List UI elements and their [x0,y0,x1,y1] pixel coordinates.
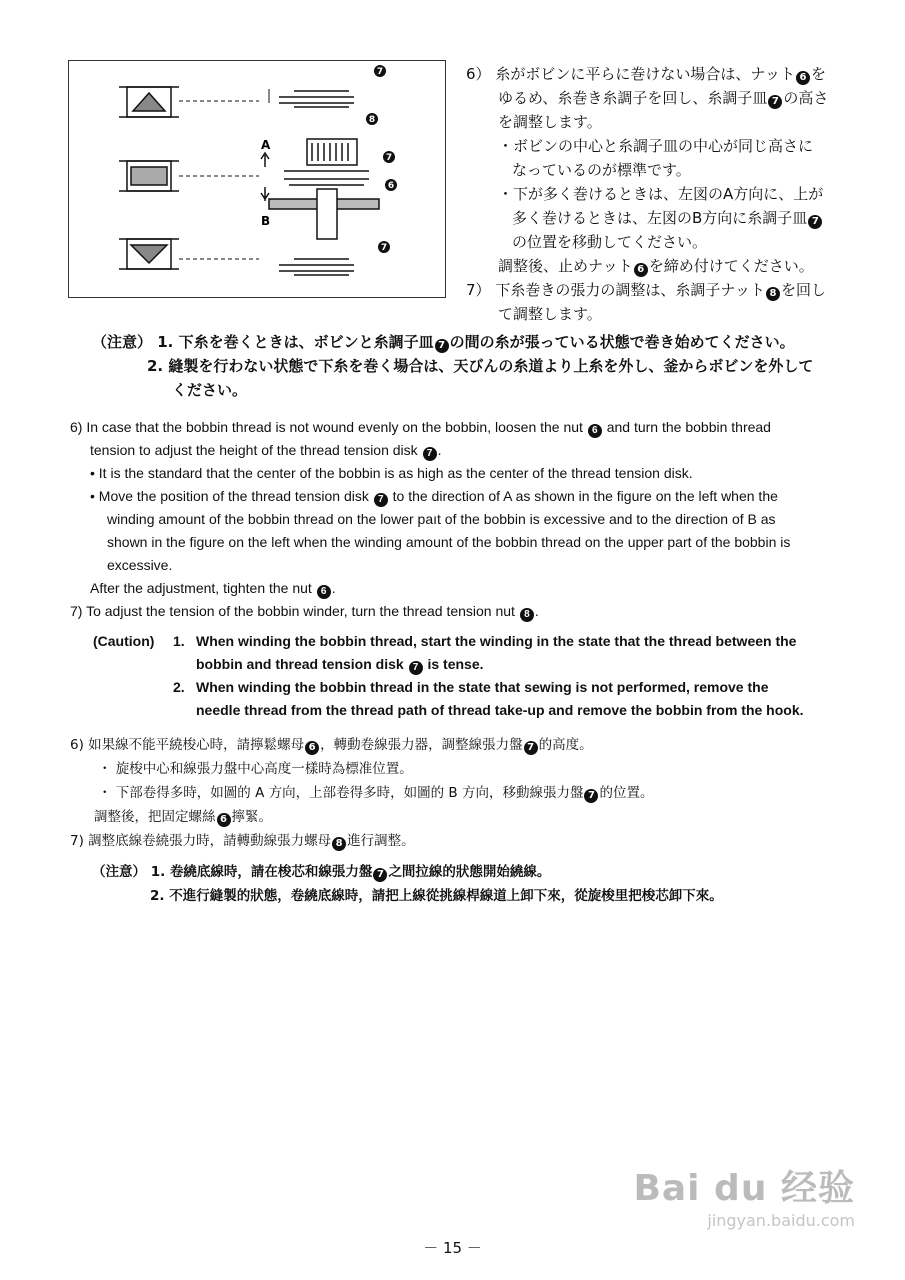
en-caution-1-line1: When winding the bobbin thread, start the winding in the state that the thread between the [196,633,797,649]
baidu-watermark [633,1160,855,1230]
marker-7: 7 [435,339,449,353]
jp-caution-2-line2: ください。 [172,381,248,399]
marker-6: 6 [305,741,319,755]
jp-item7-number: 7） [466,281,491,299]
marker-7: 7 [768,95,782,109]
zh-item6: 如果線不能平繞梭心時，請擰鬆螺母 [88,737,305,753]
marker-6: 6 [634,263,648,277]
label-a: A [261,138,271,152]
en-item7-end: . [534,603,539,619]
jp-bullet2-line3: の位置を移動してください。 [512,233,708,251]
zh-bullet2: ・ 下部卷得多時，如圖的 A 方向，上部卷得多時，如圖的 B 方向，移動線張力盤 [98,785,584,801]
zh-item6-mid: ，轉動卷線張力器，調整線張力盤 [320,737,523,753]
baidu-logo: Bai du 经验 [633,1168,855,1209]
en-bullet2-line2: winding amount of the bobbin thread on the lower paıt of the bobbin is excessive and to the direction of B as [107,511,776,527]
zh-caution-2-number: 2. [150,888,165,904]
en-bullet1: It is the standard that the center of the bobbin is as high as the center of the thread tension disk. [98,465,693,481]
jp-after-adjust-end: を締め付けてください。 [648,257,814,275]
jp-item6-line1-end: を [811,65,827,83]
zh-caution-1-number: 1. [150,864,166,880]
marker-7: 7 [584,789,598,803]
jp-after-adjust: 調整後、止めナット [498,257,633,275]
en-bullet2-line1: Move the position of the thread tension disk [98,488,369,504]
jp-item6-number: 6） [466,65,491,83]
page-number: － 15 － [423,1239,482,1257]
jp-item7-line2: て調整します。 [498,305,602,323]
en-bullet2-line4: excessive. [107,557,173,573]
jp-caution-2-number: 2. [147,357,164,375]
jp-caution-label: （注意） [92,333,153,351]
jp-instructions [466,62,886,326]
en-caution-1-number: 1. [173,633,185,649]
jp-bullet1-line2: なっているのが標準です。 [512,161,691,179]
en-item6-number: 6) [70,419,83,435]
zh-item6-number: 6) [70,737,84,753]
en-caution-2-number: 2. [173,679,185,695]
en-after-adjust: After the adjustment, tighten the nut [90,580,312,596]
zh-item6-end: 的高度。 [538,737,593,753]
callout-7-mid: 7 [385,153,393,163]
jp-caution-1-end: の間の糸が張っている状態で巻き始めてください。 [449,333,795,351]
marker-7: 7 [423,447,437,461]
jp-item6-line2: ゆるめ、糸巻き糸調子を回し、糸調子皿 [498,89,768,107]
jp-item6-line2-end: の高さ [783,89,829,107]
marker-7: 7 [374,493,388,507]
marker-8: 8 [766,287,780,301]
callout-7-top: 7 [376,67,384,77]
en-instructions: 6) In case that the bobbin thread is not wound evenly on the bobbin, loosen the nut 6 and turn the bobbin thread tension to adjust the height of the thread tension disk 7 . • It is the standard that the center of the bobbin is as high as the center of the thread tension disk. • Move the position of the thread tension disk 7 to the direction of A as shown in the figure on the left when the winding amount of the bobbin thread on the lower paıt of the bobbin is excessive and to the direction of B as shown in the figure on the left when the winding amount of the bobbin thread on the upper part of the bobbin is excessive. After the adjustment, tighten the nut 6 . 7) To adjust the tension of the bobbin winder, turn the thread tension nut 8 . [70,416,860,623]
marker-6: 6 [217,813,231,827]
jp-item6-line3: を調整します。 [498,113,602,131]
zh-caution [92,860,872,908]
marker-7: 7 [409,661,423,675]
bobbin-diagram [69,61,444,296]
callout-6: 6 [387,181,395,191]
zh-item7: 調整底線卷繞張力時，請轉動線張力螺母 [88,833,332,849]
en-item6-line1-end: and turn the bobbin thread [606,419,771,435]
marker-7: 7 [373,868,387,882]
zh-caution-1-end: 之間拉線的狀態開始繞線。 [388,864,551,880]
jp-caution [92,330,882,402]
jp-bullet1-line1: ・ボビンの中心と糸調子皿の中心が同じ高さに [498,137,814,155]
en-item6-line2-end: . [437,442,442,458]
zh-caution-1: 卷繞底線時，請在梭芯和線張力盤 [169,864,373,880]
jp-caution-1-number: 1. [157,333,174,351]
zh-bullet2-end: 的位置。 [599,785,654,801]
marker-8: 8 [332,837,346,851]
en-caution-1-line2-end: is tense. [427,656,484,672]
en-item7-number: 7) [70,603,83,619]
jp-caution-1: 下糸を巻くときは、ボビンと糸調子皿 [178,333,434,351]
bobbin-low-wound [119,87,179,117]
label-b: B [261,214,271,228]
jp-caution-2-line1: 縫製を行わない状態で下糸を巻く場合は、天びんの糸道より上糸を外し、釜からボビンを外して [168,357,814,375]
en-caution-2-line2: needle thread from the thread path of thread take-up and remove the bobbin from the hook. [196,702,804,718]
zh-after-adjust: 調整後，把固定螺絲 [94,809,216,825]
marker-8: 8 [520,608,534,622]
en-caution [93,630,853,722]
jp-item6-line1: 糸がボビンに平らに巻けない場合は、ナット [495,65,796,83]
en-item6-line2: tension to adjust the height of the thread tension disk [90,442,418,458]
marker-7: 7 [808,215,822,229]
en-item6-line1: In case that the bobbin thread is not wound evenly on the bobbin, loosen the nut [86,419,583,435]
zh-after-adjust-end: 擰緊。 [231,809,272,825]
jp-item7-line1-end: を回し [781,281,827,299]
callout-7-bot: 7 [380,243,388,253]
en-after-adjust-end: . [331,580,336,596]
jp-item7-line1: 下糸巻きの張力の調整は、糸調子ナット [495,281,766,299]
marker-7: 7 [524,741,538,755]
en-caution-2-line1: When winding the bobbin thread in the state that sewing is not performed, remove the [196,679,769,695]
en-caution-label: (Caution) [93,633,155,649]
en-item7: To adjust the tension of the bobbin winder, turn the thread tension nut [86,603,515,619]
en-bullet2-line1-end: to the direction of A as shown in the figure on the left when the [392,488,778,504]
zh-caution-label: （注意） [92,864,146,880]
zh-bullet1: ・ 旋梭中心和線張力盤中心高度一樣時為標准位置。 [98,761,413,777]
en-bullet2-line3: shown in the figure on the left when the winding amount of the bobbin thread on the upper part of the bobbin is [107,534,791,550]
jp-bullet2-line2: 多く巻けるときは、左図のB方向に糸調子皿 [512,209,808,227]
jp-bullet2-line1: ・下が多く巻けるときは、左図のA方向に、上が [498,185,824,203]
bobbin-winder-figure [68,60,446,298]
callout-8: 8 [368,115,376,125]
marker-6: 6 [317,585,331,599]
zh-item7-end: 進行調整。 [347,833,415,849]
zh-instructions [70,733,860,853]
zh-caution-2: 不進行縫製的狀態，卷繞底線時，請把上線從挑線桿線道上卸下來，從旋梭里把梭芯卸下來。 [169,888,723,904]
baidu-url: jingyan.baidu.com [707,1211,855,1230]
en-caution-1-line2: bobbin and thread tension disk [196,656,404,672]
marker-6: 6 [796,71,810,85]
marker-6: 6 [588,424,602,438]
zh-item7-number: 7) [70,833,84,849]
